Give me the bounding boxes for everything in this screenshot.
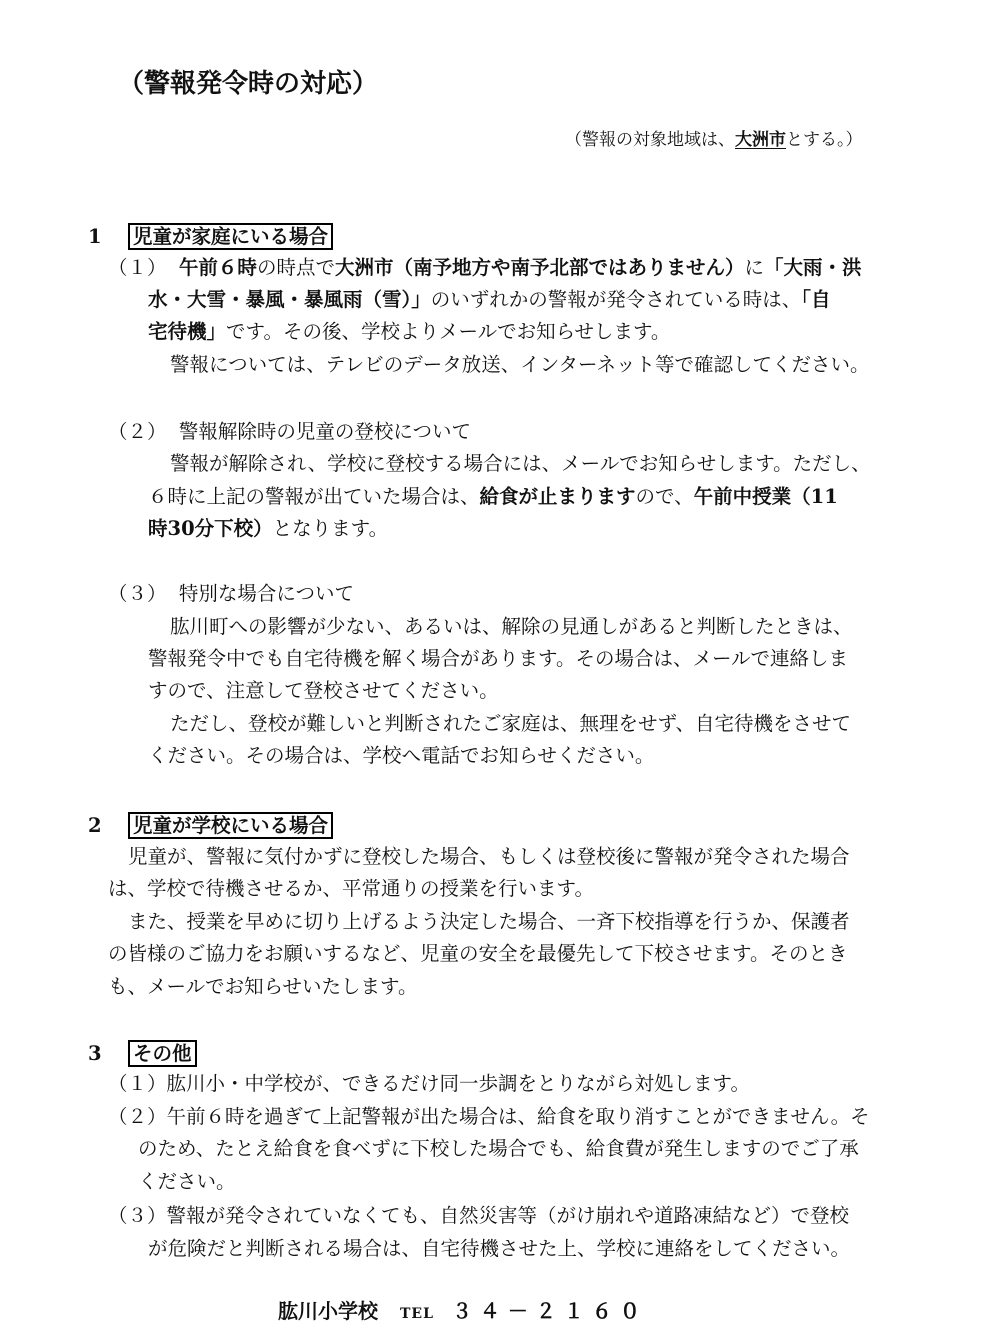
section-number: 1	[88, 225, 102, 248]
s1-p3-line-1: 肱川町への影響が少ない、あるいは、解除の見通しがあると判断したときは、	[170, 615, 853, 638]
item-label: （３）	[108, 582, 167, 605]
page-title: （警報発令時の対応）	[118, 69, 379, 99]
s1-p1-line-2: 水・大雪・暴風・暴風雨（雪）」のいずれかの警報が発令されている時は、「自	[148, 288, 831, 311]
section-number: 3	[88, 1042, 102, 1065]
s1-p2-line-1: 警報が解除され、学校に登校する場合には、メールでお知らせします。ただし、	[170, 452, 871, 475]
s3-item-3-line-1: （３）警報が発令されていなくても、自然災害等（がけ崩れや道路凍結など）で登校	[108, 1204, 850, 1227]
s3-item-2-line-3: ください。	[138, 1170, 236, 1193]
tel-number: ３４－２１６０	[451, 1299, 648, 1323]
footer-contact	[278, 1298, 648, 1327]
s2-line-5: も、メールでお知らせいたします。	[108, 975, 418, 998]
s3-item-3-line-2: が危険だと判断される場合は、自宅待機させた上、学校に連絡をしてください。	[148, 1237, 851, 1260]
section-title-box: 児童が家庭にいる場合	[128, 223, 333, 250]
s1-p1-line-3: 宅待機」です。その後、学校よりメールでお知らせします。	[148, 320, 671, 343]
tel-label: TEL	[400, 1306, 434, 1322]
s1-p3-line-3: すので、注意して登校させてください。	[148, 679, 499, 702]
s1-p1-line-4: 警報については、テレビのデータ放送、インターネット等で確認してください。	[170, 353, 870, 376]
s1-p3-line-5: ください。その場合は、学校へ電話でお知らせください。	[148, 744, 655, 767]
s1-p3-heading: （３） 特別な場合について	[108, 582, 355, 605]
section-2-heading	[88, 812, 333, 839]
section-title-box: 児童が学校にいる場合	[128, 812, 333, 839]
s1-p3-line-2: 警報発令中でも自宅待機を解く場合があります。その場合は、メールで連絡しま	[148, 647, 849, 670]
note-after: とする。）	[786, 130, 863, 150]
item-label: （１）	[108, 256, 167, 279]
s1-p2-line-3: 時30分下校）となります。	[148, 517, 389, 540]
s1-p3-line-4: ただし、登校が難しいと判断されたご家庭は、無理をせず、自宅待機をさせて	[170, 712, 851, 735]
item-label: （２）	[108, 420, 167, 443]
s2-line-3: また、授業を早めに切り上げるよう決定した場合、一斉下校指導を行うか、保護者	[128, 910, 850, 933]
section-number: 2	[88, 814, 102, 837]
s2-line-4: の皆様のご協力をお願いするなど、児童の安全を最優先して下校させます。そのとき	[108, 942, 848, 965]
school-name: 肱川小学校	[278, 1299, 378, 1323]
s3-item-1: （１）肱川小・中学校が、できるだけ同一歩調をとりながら対処します。	[108, 1072, 750, 1095]
section-title-box: その他	[128, 1040, 197, 1067]
target-area-note	[565, 128, 863, 152]
s2-line-2: は、学校で待機させるか、平常通りの授業を行います。	[108, 877, 594, 900]
section-3-heading	[88, 1040, 197, 1067]
s1-p1-line-1: （１） 午前６時の時点で大洲市（南予地方や南予北部ではありません）に「大雨・洪	[108, 256, 862, 279]
s2-line-1: 児童が、警報に気付かずに登校した場合、もしくは登校後に警報が発令された場合	[128, 845, 850, 868]
section-1-heading	[88, 223, 333, 250]
s1-p2-line-2: ６時に上記の警報が出ていた場合は、給食が止まりますので、午前中授業（11	[148, 485, 838, 508]
s1-p2-heading: （２） 警報解除時の児童の登校について	[108, 420, 472, 443]
note-before: （警報の対象地域は、	[565, 130, 735, 150]
s3-item-2-line-2: のため、たとえ給食を食べずに下校した場合でも、給食費が発生しますのでご了承	[138, 1137, 859, 1160]
note-city: 大洲市	[735, 130, 786, 150]
s3-item-2-line-1: （２）午前６時を過ぎて上記警報が出た場合は、給食を取り消すことができません。そ	[108, 1105, 870, 1128]
